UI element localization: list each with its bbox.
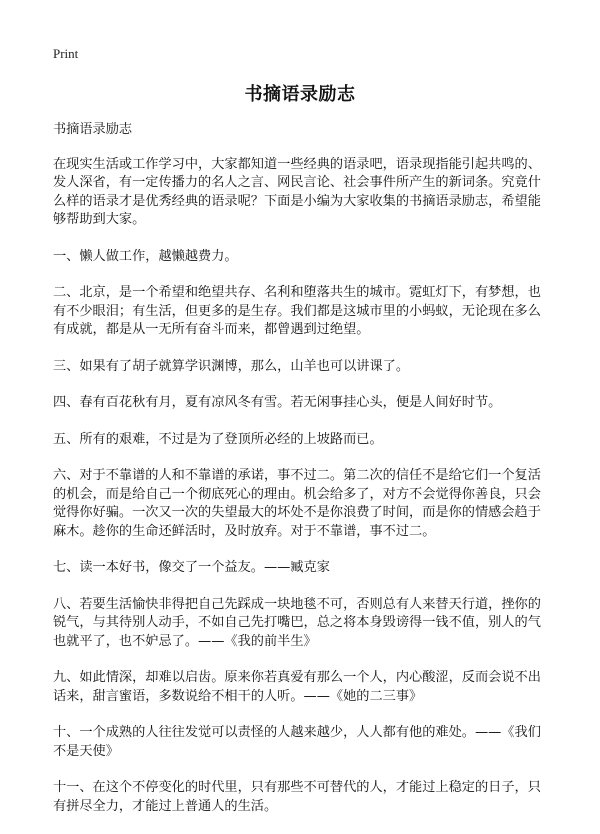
quote-item-6: 六、对于不靠谱的人和不靠谱的承诺，事不过二。第二次的信任不是给它们一个复活的机会，而是给自己一个彻底死心的理由。机会给多了，对方不会觉得你善良，只会觉得你好骗。一次又一次的失望最大的坏处不是你浪费了时间，而是你的情感会趋于麻木。趁你的生命还鲜活时，及时放弃。对于不靠谱，事不过二。 [53,468,541,539]
quote-item-3: 三、如果有了胡子就算学识渊博，那么，山羊也可以讲课了。 [53,358,410,374]
article-body [53,121,553,834]
quote-item-9: 九、如此情深，却难以启齿。原来你若真爱有那么一个人，内心酸涩，反而会说不出话来，甜言蜜语，多数说给不相干的人听。——《她的二三事》 [53,670,541,704]
quote-item-2: 二、北京，是一个希望和绝望共存、名利和堕落共生的城市。霓虹灯下，有梦想，也有不少眼泪；有生活，但更多的是生存。我们都是这城市里的小蚂蚁，无论现在多么有成就，都是从一无所有奋斗而来，都曾遇到过绝望。 [53,285,541,337]
quote-item-1: 一、懒人做工作，越懒越费力。 [53,248,238,264]
article-intro: 在现实生活或工作学习中，大家都知道一些经典的语录吧，语录现指能引起共鸣的、发人深省，有一定传播力的名人之言、网民言论、社会事件所产生的新词条。究竟什么样的语录才是优秀经典的语录呢？下面是小编为大家收集的书摘语录励志，希望能够帮助到大家。 [53,156,541,227]
print-link[interactable]: Print [53,46,79,61]
quote-item-8: 八、若要生活愉快非得把自己先踩成一块地毯不可，否则总有人来替天行道，挫你的锐气，与其待别人动手，不如自己先打嘴巴，总之将本身毁谤得一钱不值，别人的气也就平了，也不妒忌了。——《我的前半生》 [53,596,541,649]
article-subtitle: 书摘语录励志 [53,122,133,137]
quote-item-4: 四、春有百花秋有月，夏有凉风冬有雪。若无闲事挂心头，便是人间好时节。 [53,395,502,410]
quote-item-7: 七、读一本好书，像交了一个益友。——臧克家 [53,560,330,575]
page-title: 书摘语录励志 [244,84,356,105]
quote-item-5: 五、所有的艰难，不过是为了登顶所必经的上坡路而已。 [53,431,383,447]
quote-item-11: 十一、在这个不停变化的时代里，只有那些不可替代的人，才能过上稳定的日子，只有拼尽全力，才能过上普通人的生活。 [53,780,541,814]
quote-item-10: 十、一个成熟的人往往发觉可以责怪的人越来越少，人人都有他的难处。——《我们不是天使》 [53,725,541,759]
